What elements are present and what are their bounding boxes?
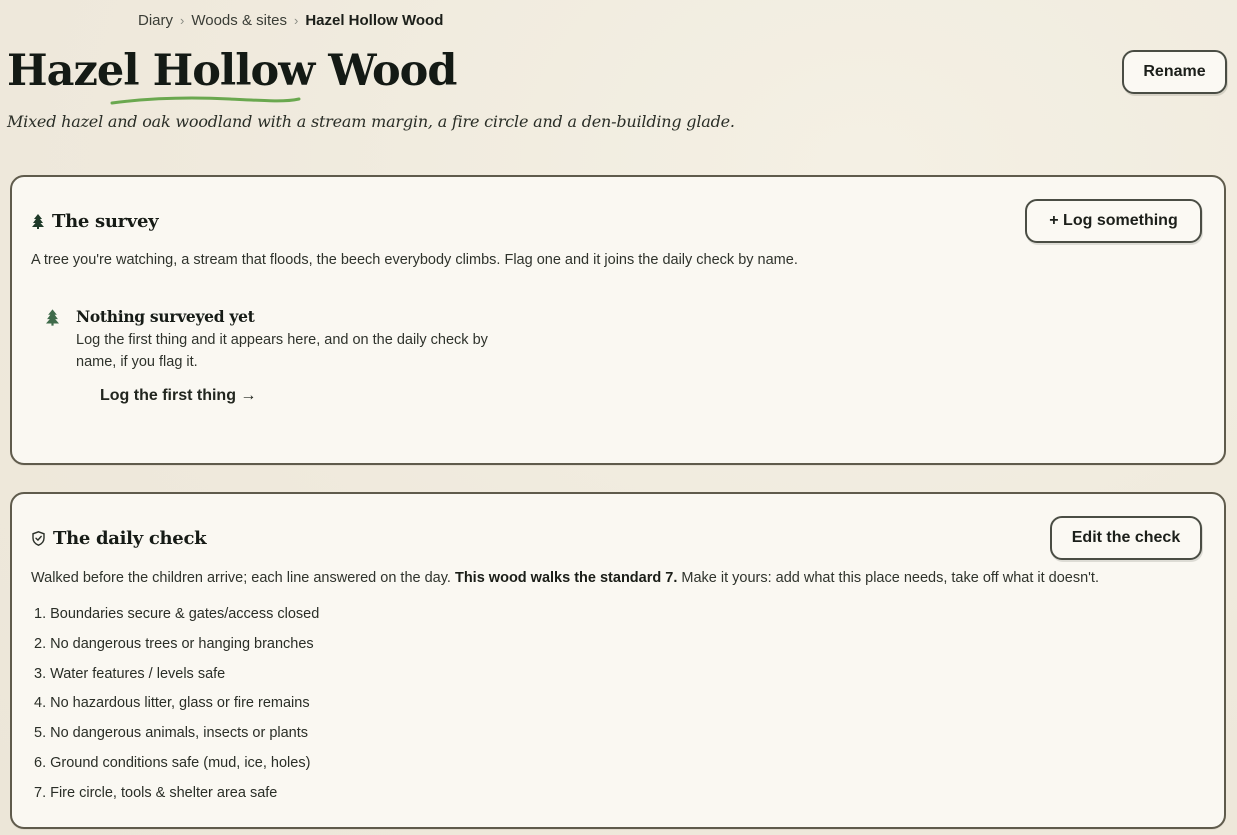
title-underline-decoration <box>110 94 302 108</box>
shield-check-icon <box>32 531 45 546</box>
list-item: 3. Water features / levels safe <box>34 665 226 682</box>
chevron-right-icon: › <box>180 13 185 28</box>
survey-heading <box>32 211 158 232</box>
daily-check-description-post: Make it yours: add what this place needs, take off what it doesn't. <box>677 570 1099 586</box>
page-title: Hazel Hollow Wood <box>7 46 457 96</box>
daily-check-card <box>10 492 1226 829</box>
list-item: 4. No hazardous litter, glass or fire remains <box>34 695 310 712</box>
daily-check-heading-label: The daily check <box>53 528 207 549</box>
page-subtitle: Mixed hazel and oak woodland with a stream margin, a fire circle and a den-building glade. <box>7 112 735 131</box>
daily-check-description <box>31 570 1099 586</box>
daily-check-description-bold: This wood walks the standard 7. <box>454 570 678 586</box>
breadcrumb-current: Hazel Hollow Wood <box>305 12 444 29</box>
tree-icon <box>46 309 59 326</box>
edit-check-button[interactable]: Edit the check <box>1050 516 1202 560</box>
list-item: 2. No dangerous trees or hanging branches <box>34 635 314 652</box>
daily-check-list <box>34 604 319 813</box>
rename-button[interactable]: Rename <box>1122 50 1227 94</box>
list-item: 1. Boundaries secure & gates/access closed <box>34 606 320 622</box>
list-item: 5. No dangerous animals, insects or plants <box>34 725 309 742</box>
breadcrumb-woods-sites[interactable]: Woods & sites <box>191 12 287 29</box>
breadcrumb <box>138 12 443 29</box>
survey-description: A tree you're watching, a stream that floods, the beech everybody climbs. Flag one and it joins the daily check by name. <box>31 252 798 268</box>
daily-check-description-pre: Walked before the children arrive; each line answered on the day. <box>31 570 455 586</box>
survey-card <box>10 175 1226 465</box>
list-item: 7. Fire circle, tools & shelter area safe <box>34 784 278 801</box>
breadcrumb-diary[interactable]: Diary <box>138 12 174 29</box>
empty-state-title: Nothing surveyed yet <box>76 307 255 326</box>
list-item: 6. Ground conditions safe (mud, ice, holes) <box>34 754 311 771</box>
daily-check-heading <box>32 528 206 549</box>
empty-state-body: Log the first thing and it appears here, and on the daily check by name, if you flag it. <box>76 332 488 370</box>
survey-heading-label: The survey <box>52 211 159 232</box>
log-first-thing-link[interactable]: Log the first thing → <box>100 387 257 404</box>
tree-icon <box>32 214 44 229</box>
log-something-button[interactable]: + Log something <box>1025 199 1202 243</box>
chevron-right-icon: › <box>293 13 299 28</box>
